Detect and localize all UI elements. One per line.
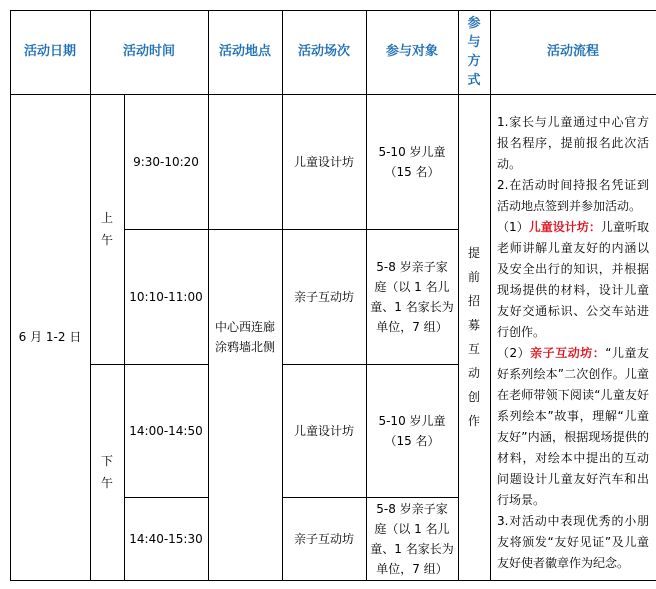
location-line: 中心西连廊 bbox=[214, 320, 275, 334]
location-line: 涂鸦墙北侧 bbox=[214, 340, 275, 354]
header-mode bbox=[458, 10, 490, 94]
audience-line: 庭（以 1 名儿 bbox=[374, 279, 450, 294]
col-divider-7 bbox=[490, 10, 491, 581]
header-session: 活动场次 bbox=[297, 44, 350, 59]
audience-line: 单位，7 组） bbox=[376, 561, 448, 576]
audience-line: 单位，7 组） bbox=[376, 319, 448, 334]
time-slot-3: 14:00-14:50 bbox=[129, 423, 203, 438]
mode-char: 前 bbox=[467, 270, 480, 284]
session-3: 儿童设计坊 bbox=[293, 423, 354, 438]
period-char: 午 bbox=[100, 476, 113, 490]
mode-char: 动 bbox=[467, 366, 480, 380]
flow-step-2: 2.在活动时间持报名凭证到活动地点签到并参加活动。 bbox=[497, 178, 649, 213]
mode-char: 作 bbox=[467, 414, 480, 428]
table-bottom-border bbox=[10, 580, 656, 581]
mode-char: 创 bbox=[467, 390, 480, 404]
time-slot-1: 9:30-10:20 bbox=[133, 154, 199, 169]
audience-line: （15 名） bbox=[384, 433, 440, 448]
flow-item-2-label: 亲子互动坊： bbox=[530, 346, 606, 360]
audience-1 bbox=[366, 94, 458, 229]
header-mode-char: 方 bbox=[467, 54, 481, 69]
audience-line: 5-10 岁儿童 bbox=[378, 144, 446, 159]
session-1: 儿童设计坊 bbox=[293, 154, 354, 169]
participation-mode-cell bbox=[458, 94, 490, 580]
audience-line: 5-8 岁亲子家 bbox=[376, 501, 448, 516]
flow-item-2-num: （2） bbox=[497, 346, 531, 360]
flow-step-1: 1.家长与儿童通过中心官方报名程序，提前报名此次活动。 bbox=[497, 115, 649, 171]
flow-item-2 bbox=[497, 343, 649, 511]
audience-line: 5-10 岁儿童 bbox=[378, 413, 446, 428]
flow-item-2-text: “儿童友好系列绘本”二次创作。儿童在老师带领下阅读“儿童友好系列绘本”故事，理解“儿童友好”内涵，根据现场提供的材料，对绘本中提出的互动问题设计儿童友好汽车和出行场景。 bbox=[497, 346, 649, 507]
audience-line: （15 名） bbox=[384, 164, 440, 179]
period-afternoon bbox=[90, 364, 124, 580]
mode-char: 互 bbox=[467, 342, 480, 356]
header-mode-char: 参 bbox=[467, 16, 481, 31]
flow-item-1-num: （1） bbox=[497, 220, 529, 234]
period-morning bbox=[90, 94, 124, 364]
audience-line: 童、1 名家长为 bbox=[370, 541, 454, 556]
audience-4 bbox=[366, 497, 458, 580]
mode-char: 募 bbox=[467, 318, 480, 332]
header-mode-char: 式 bbox=[467, 73, 481, 88]
audience-line: 童、1 名家长为 bbox=[370, 299, 454, 314]
date-cell: 6 月 1-2 日 bbox=[18, 330, 82, 344]
time-slot-4: 14:40-15:30 bbox=[129, 531, 203, 546]
header-time: 活动时间 bbox=[122, 44, 175, 59]
location-cell bbox=[208, 94, 282, 580]
time-slot-2: 10:10-11:00 bbox=[129, 289, 203, 304]
activity-flow bbox=[497, 112, 649, 574]
mode-char: 提 bbox=[467, 246, 480, 260]
audience-line: 庭（以 1 名儿 bbox=[374, 521, 450, 536]
audience-3 bbox=[366, 364, 458, 497]
flow-item-1-label: 儿童设计坊： bbox=[528, 220, 601, 234]
header-date: 活动日期 bbox=[23, 44, 76, 59]
flow-item-1 bbox=[497, 217, 649, 343]
session-4: 亲子互动坊 bbox=[293, 531, 354, 546]
period-char: 午 bbox=[100, 233, 113, 247]
header-mode-char: 与 bbox=[467, 35, 481, 50]
flow-step-3: 3.对活动中表现优秀的小朋友将颁发“友好见证”及儿童友好使者徽章作为纪念。 bbox=[497, 514, 649, 570]
period-char: 下 bbox=[100, 454, 113, 468]
audience-line: 5-8 岁亲子家 bbox=[376, 259, 448, 274]
flow-item-1-text: 儿童听取老师讲解儿童友好的内涵以及安全出行的知识，并根据现场提供的材料，设计儿童友好交通标识、公交车站进行创作。 bbox=[497, 220, 649, 339]
session-2: 亲子互动坊 bbox=[293, 289, 354, 304]
period-char: 上 bbox=[100, 211, 113, 225]
audience-2 bbox=[366, 229, 458, 364]
mode-char: 招 bbox=[467, 294, 480, 308]
header-flow: 活动流程 bbox=[546, 44, 599, 59]
header-audience: 参与对象 bbox=[385, 44, 438, 59]
header-location: 活动地点 bbox=[218, 44, 271, 59]
